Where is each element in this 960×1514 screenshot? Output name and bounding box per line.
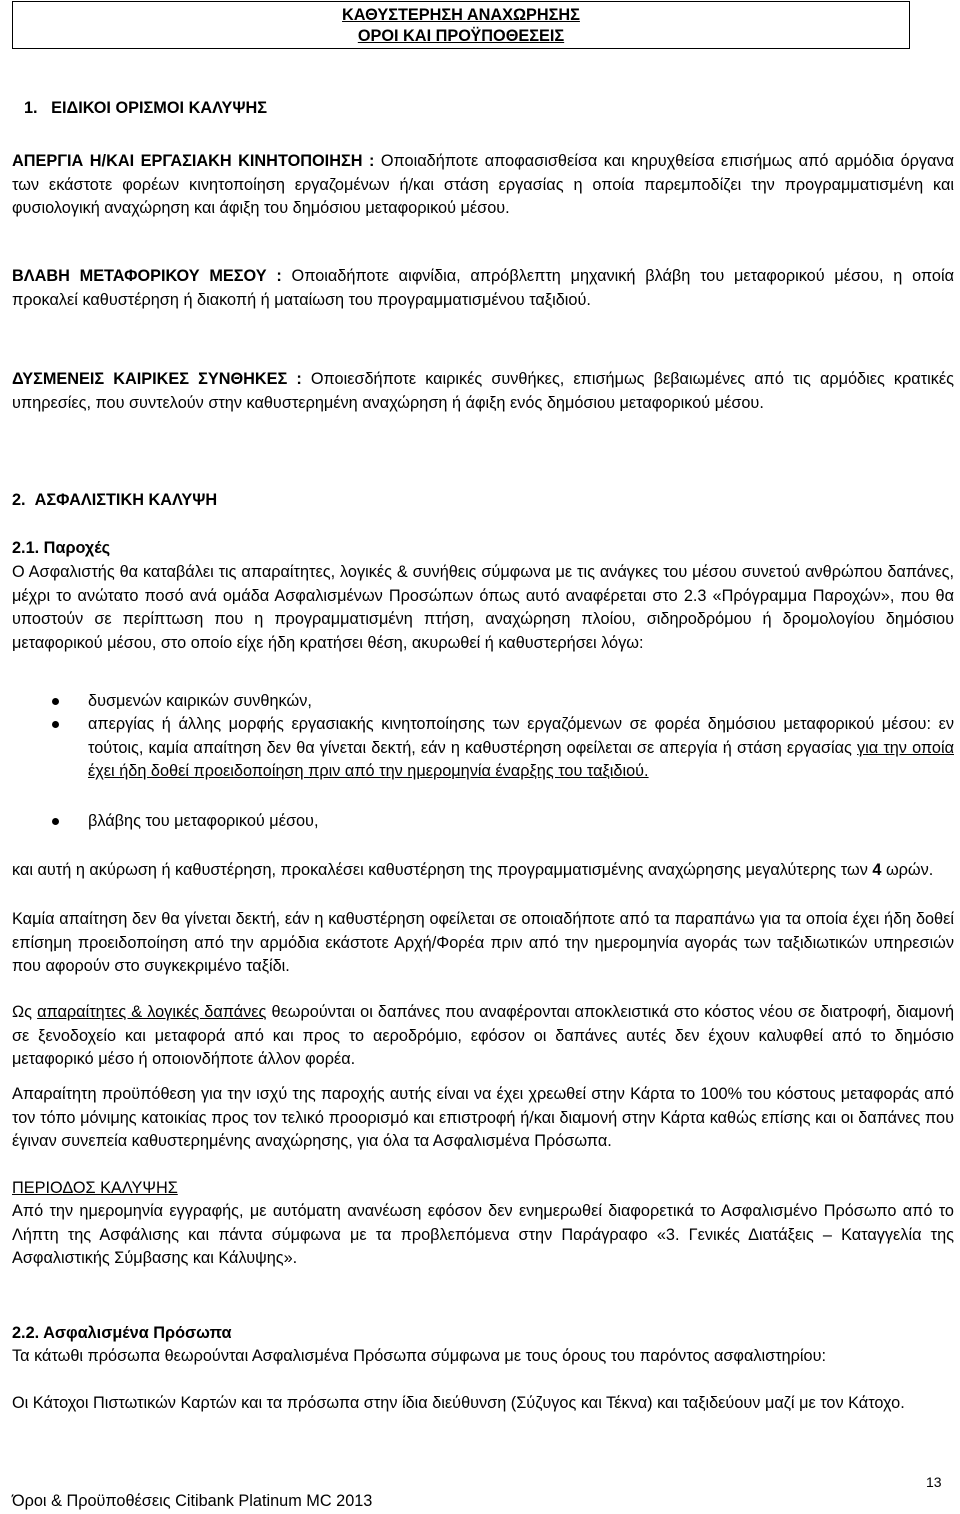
- expenses-term: απαραίτητες & λογικές δαπάνες: [37, 1003, 267, 1021]
- definition-breakdown-text: Οποιαδήποτε αιφνίδια, απρόβλεπτη μηχανική βλάβη του μεταφορικού μέσου, η οποία προκαλεί καθυστέρηση ή διακοπή ή ματαίωση του προγραμματισμένου ταξιδιού.: [12, 267, 954, 309]
- list-item-text-plain: απεργίας ή άλλης μορφής εργασιακής κινητοποίησης των εργαζόμενων σε φορέα δημόσιου μεταφορικού μέσου: εν τούτοις, καμία απαίτηση δεν θα γίνεται δεκτή, εάν η καθυστέρηση οφείλεται σε απεργία ή στάση εργασίας: [88, 715, 954, 757]
- definition-breakdown: [12, 265, 954, 312]
- expenses-text: θεωρούνται οι δαπάνες που αναφέρονται αποκλειστικά στο κόστος νέου σε διατροφή, διαμονή σε ξενοδοχείο και μεταφορά από και προς το αεροδρόμιο, εφόσον οι δαπάνες αυτές δεν έχουν καλυφθεί από το δημόσιο μεταφορικό μέσο ή οποιονδήποτε άλλον φορέα.: [12, 1003, 954, 1068]
- delay-threshold-hours: 4: [872, 861, 882, 879]
- section-2-heading: 2. ΑΣΦΑΛΙΣΤΙΚΗ ΚΑΛΥΨΗ: [12, 491, 218, 509]
- delay-threshold-text: και αυτή η ακύρωση ή καθυστέρηση, προκαλέσει καθυστέρηση της προγραμματισμένης αναχώρησης μεγαλύτερης των: [12, 861, 873, 879]
- insured-persons-intro: Τα κάτωθι πρόσωπα θεωρούνται Ασφαλισμένα Πρόσωπα σύμφωνα με τους όρους του παρόντος ασφαλιστηρίου:: [12, 1347, 827, 1365]
- bullet-icon: [52, 698, 59, 705]
- list-item-text: [88, 713, 954, 784]
- definition-strike-text: Οποιαδήποτε αποφασισθείσα και κηρυχθείσα επισήμως από αρμόδια όργανα των εκάστοτε φορέων κινητοποίηση εργαζομένων ή/και στάση εργασίας η οποία παρεμποδίζει την προγραμματισμένη και φυσιολογική αναχώρηση και άφιξη του δημόσιου μεταφορικού μέσου.: [12, 152, 954, 217]
- bullet-icon: [52, 721, 59, 728]
- bullet-icon: [52, 818, 59, 825]
- footer-text: Όροι & Προϋποθέσεις Citibank Platinum MC 2013: [12, 1492, 373, 1510]
- subsection-2-1-heading: 2.1. Παροχές: [12, 539, 111, 557]
- coverage-period-heading: ΠΕΡΙΟΔΟΣ ΚΑΛΥΨΗΣ: [12, 1179, 178, 1197]
- expenses-paragraph: [12, 1001, 954, 1072]
- claim-exclusion-paragraph: Καμία απαίτηση δεν θα γίνεται δεκτή, εάν η καθυστέρηση οφείλεται σε οποιαδήποτε από τα παραπάνω για τα οποία έχει ήδη δοθεί επίσημη προειδοποίηση από την αρμόδια εκάστοτε Αρχή/Φορέα πριν από την ημερομηνία αγοράς των ταξιδιωτικών υπηρεσιών που αφορούν στο συγκεκριμένο ταξίδι.: [12, 910, 954, 975]
- definition-weather-text: Οποιεσδήποτε καιρικές συνθήκες, επισήμως βεβαιωμένες από τις αρμόδιες κρατικές υπηρεσίες, που συντελούν στην καθυστερημένη αναχώρηση ή άφιξη ενός δημόσιου μεταφορικού μέσου.: [12, 370, 955, 412]
- subsection-2-2-heading: 2.2. Ασφαλισμένα Πρόσωπα: [12, 1324, 232, 1342]
- definition-weather: [12, 368, 954, 415]
- delay-threshold-paragraph: [12, 859, 954, 883]
- document-title-line-2: ΟΡΟΙ ΚΑΙ ΠΡΟΫΠΟΘΕΣΕΙΣ: [357, 27, 565, 45]
- definition-weather-term: ΔΥΣΜΕΝΕΙΣ ΚΑΙΡΙΚΕΣ ΣΥΝΘΗΚΕΣ :: [12, 370, 302, 388]
- document-title-line-1: ΚΑΘΥΣΤΕΡΗΣΗ ΑΝΑΧΩΡΗΣΗΣ: [342, 6, 580, 24]
- delay-threshold-suffix: ωρών.: [881, 861, 934, 879]
- insured-persons-definition: Οι Κάτοχοι Πιστωτικών Καρτών και τα πρόσωπα στην ίδια διεύθυνση (Σύζυγος και Τέκνα) και ταξιδεύουν μαζί με τον Κάτοχο.: [12, 1394, 905, 1412]
- definition-breakdown-term: ΒΛΑΒΗ ΜΕΤΑΦΟΡΙΚΟΥ ΜΕΣΟΥ :: [12, 267, 282, 285]
- definition-strike-term: ΑΠΕΡΓΙΑ Η/ΚΑΙ ΕΡΓΑΣΙΑΚΗ ΚΙΝΗΤΟΠΟΙΗΣΗ :: [12, 152, 375, 170]
- page-number: 13: [926, 1474, 942, 1490]
- list-item-text: βλάβης του μεταφορικού μέσου,: [88, 812, 319, 830]
- benefits-intro-paragraph: Ο Ασφαλιστής θα καταβάλει τις απαραίτητες, λογικές & συνήθεις σύμφωνα με τις ανάγκες του μέσου συνετού ανθρώπου δαπάνες, μέχρι το ανώτατο ποσό ανά ομάδα Ασφαλισμένων Προσώπων όπως αυτό αναφέρεται στο 2.3 «Πρόγραμμα Παροχών», που θα υποστούν σε περίπτωση που η προγραμματισμένη πτήση, αναχώρηση πλοίου, σιδηροδρόμου ή δρομολογίου δημόσιου μεταφορικού μέσου, στο οποίο είχε ήδη κρατήσει θέση, ακυρωθεί ή καθυστερήσει λόγω:: [12, 563, 954, 652]
- section-1-heading: 1. ΕΙΔΙΚΟΙ ΟΡΙΣΜΟΙ ΚΑΛΥΨΗΣ: [24, 99, 268, 117]
- list-item-text-underlined: για την οποία έχει ήδη δοθεί προειδοποίηση πριν από την ημερομηνία έναρξης του ταξιδιού.: [88, 738, 954, 780]
- document-title-box: [12, 1, 910, 49]
- coverage-period-text: Από την ημερομηνία εγγραφής, με αυτόματη ανανέωση εφόσον δεν ενημερωθεί διαφορετικά το Ασφαλισμένο Πρόσωπο από το Λήπτη της Ασφάλισης και πάντα σύμφωνα με τα προβλεπόμενα στην Παράγραφο «3. Γενικές Διατάξεις – Καταγγελία της Ασφαλιστικής Σύμβασης και Κάλυψης».: [12, 1202, 954, 1267]
- expenses-text-prefix: Ως: [12, 1003, 38, 1021]
- prerequisite-paragraph: Απαραίτητη προϋπόθεση για την ισχύ της παροχής αυτής είναι να έχει χρεωθεί στην Κάρτα το 100% του κόστους μεταφοράς από τον τόπο μόνιμης κατοικίας προς τον τελικό προορισμό και επιστροφή ή/και διαμονή στην Κάρτα καθώς επίσης και οι δαπάνες που έγιναν συνεπεία καθυστερημένης αναχώρησης, για όλα τα Ασφαλισμένα Πρόσωπα.: [12, 1085, 954, 1150]
- list-item-text: δυσμενών καιρικών συνθηκών,: [88, 692, 312, 710]
- definition-strike: [12, 150, 954, 221]
